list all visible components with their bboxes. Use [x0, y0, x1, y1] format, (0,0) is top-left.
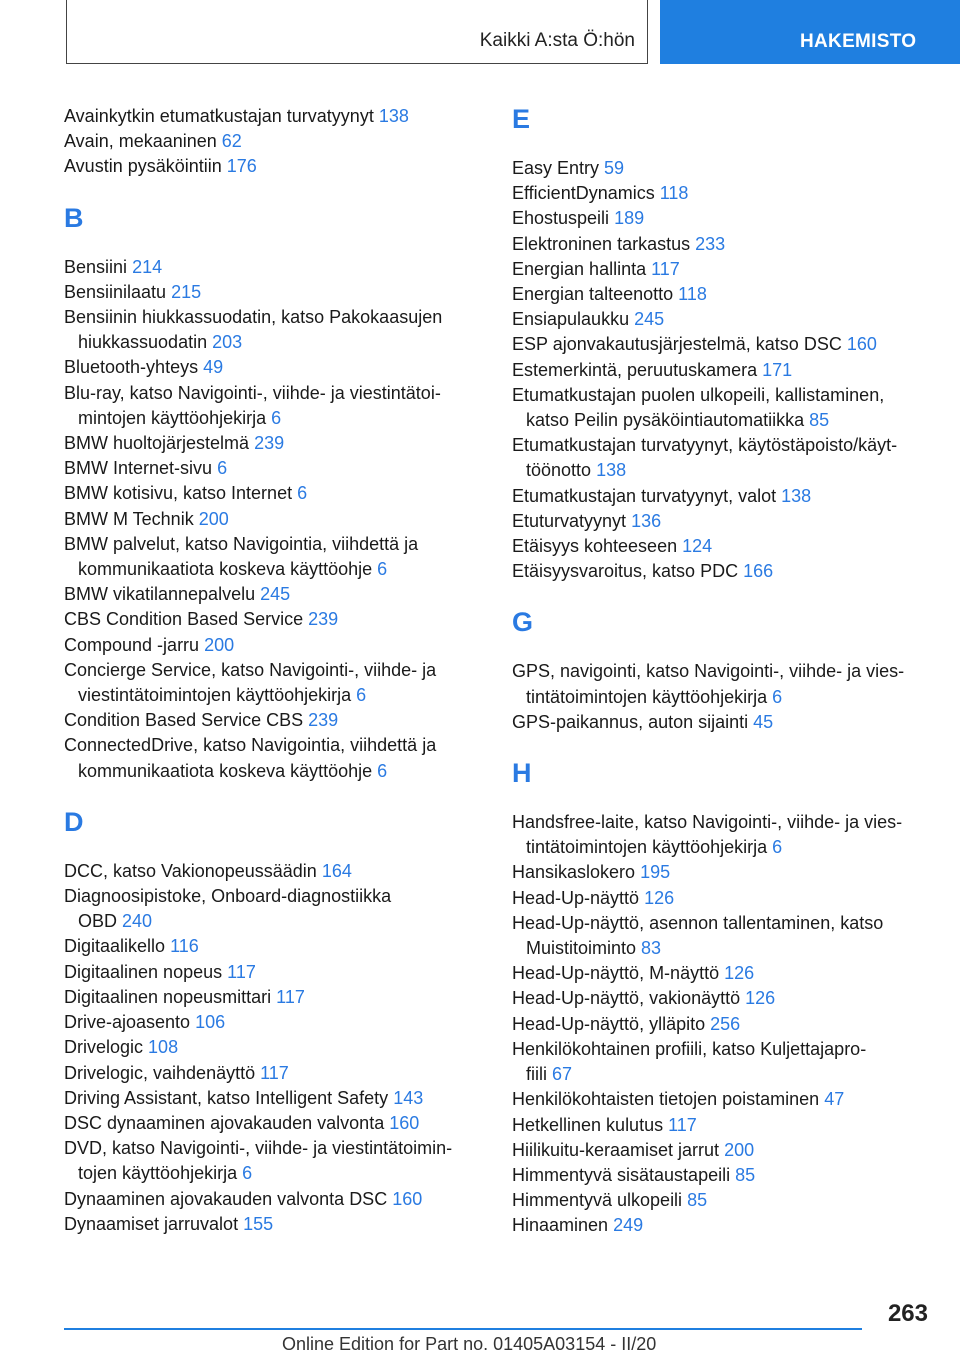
index-page-link[interactable]: 239	[254, 433, 285, 454]
index-entry-text: BMW kotisivu, katso Internet	[64, 483, 293, 504]
index-letter-heading: D	[64, 806, 84, 837]
index-page-link[interactable]: 45	[753, 711, 774, 732]
header-section-tab[interactable]	[66, 0, 648, 64]
index-entry	[64, 255, 484, 280]
index-entry-text: Avain, mekaaninen	[64, 131, 217, 152]
index-entry-text: Henkilökohtaisten tietojen poistaminen	[512, 1089, 820, 1110]
index-page-link[interactable]: 126	[745, 988, 776, 1009]
index-entry-text: GPS, navigointi, katso Navigointi-, viihde- ja vies-	[512, 661, 905, 682]
index-page-link[interactable]: 160	[392, 1188, 423, 1209]
index-page-link[interactable]: 117	[651, 258, 680, 279]
index-entry-continuation: kommunikaatiota koskeva käyttöohje	[78, 760, 373, 781]
index-entry	[512, 358, 932, 383]
index-entry-text: DSC dynaaminen ajovakauden valvonta	[64, 1112, 385, 1133]
index-page-link[interactable]: 118	[659, 183, 689, 204]
index-letter-heading: G	[512, 607, 534, 638]
index-entry-text: Drivelogic	[64, 1037, 144, 1058]
index-entry	[64, 1010, 484, 1035]
index-entry-text: DVD, katso Navigointi-, viihde- ja viestintätoimin-	[64, 1138, 453, 1159]
index-page-link[interactable]: 117	[227, 961, 256, 982]
index-entry-text: BMW huoltojärjestelmä	[64, 433, 250, 454]
footer-divider	[64, 1328, 862, 1330]
index-entry-text: DCC, katso Vakionopeussäädin	[64, 860, 317, 881]
index-entry-text: Head-Up-näyttö, vakionäyttö	[512, 988, 741, 1009]
index-entry	[512, 710, 932, 735]
index-entry-text: Avustin pysäköintiin	[64, 156, 222, 177]
index-page-link[interactable]: 136	[631, 510, 662, 531]
index-entry-text: Henkilökohtainen profiili, katso Kuljettajapro-	[512, 1038, 867, 1059]
index-page-link[interactable]: 6	[772, 686, 783, 707]
index-entry	[64, 154, 484, 179]
index-entry	[64, 733, 484, 783]
index-page-link[interactable]: 195	[640, 862, 671, 883]
index-entry-continuation: tojen käyttöohjekirja	[78, 1163, 238, 1184]
index-page-link[interactable]: 124	[682, 536, 713, 557]
index-entry-text: Head-Up-näyttö, M-näyttö	[512, 963, 720, 984]
index-entry-text: Etäisyysvaroitus, katso PDC	[512, 561, 739, 582]
index-page-link[interactable]: 106	[195, 1012, 226, 1033]
header-index-tab[interactable]	[660, 0, 960, 64]
index-entry	[64, 532, 484, 582]
index-entry	[512, 911, 932, 961]
index-entry-text: Bensiinilaatu	[64, 281, 167, 302]
index-entry-text: BMW Internet-sivu	[64, 458, 213, 479]
index-entry-text: Blu-ray, katso Navigointi-, viihde- ja viestintätoi-	[64, 382, 441, 403]
index-page-link[interactable]: 249	[613, 1215, 644, 1236]
index-page-link[interactable]: 245	[634, 309, 665, 330]
header-index-label: HAKEMISTO	[800, 31, 917, 52]
index-entry-text: GPS-paikannus, auton sijainti	[512, 711, 749, 732]
index-page-link[interactable]: 171	[762, 359, 793, 380]
index-entry-continuation: mintojen käyttöohjekirja	[78, 407, 267, 428]
index-page-link[interactable]: 189	[614, 208, 645, 229]
index-entry-text: ESP ajonvakautusjärjestelmä, katso DSC	[512, 334, 842, 355]
index-entry-text: Etumatkustajan puolen ulkopeili, kallistaminen,	[512, 384, 885, 405]
index-entry	[64, 481, 484, 506]
index-entry	[512, 1012, 932, 1037]
index-page-link[interactable]: 62	[221, 131, 242, 152]
index-page-link[interactable]: 214	[132, 256, 163, 277]
index-page-link[interactable]: 138	[596, 460, 627, 481]
index-entry-text: Elektroninen tarkastus	[512, 233, 691, 254]
index-entry-continuation: viestintätoimintojen käyttöohjekirja	[78, 685, 352, 706]
index-page-link[interactable]: 164	[321, 860, 352, 881]
index-page-link[interactable]: 59	[604, 158, 625, 178]
index-entry	[64, 708, 484, 733]
index-entry	[512, 1188, 932, 1213]
index-entry	[64, 1212, 484, 1237]
index-entry-text: Head-Up-näyttö	[512, 887, 640, 908]
footer-edition-text: Online Edition for Part no. 01405A03154 - II/20	[282, 1334, 657, 1354]
index-entry	[512, 332, 932, 357]
index-page-link[interactable]: 67	[552, 1064, 573, 1085]
index-entry-text: Head-Up-näyttö, ylläpito	[512, 1013, 706, 1034]
index-entry-text: Himmentyvä sisätaustapeili	[512, 1164, 731, 1185]
index-entry	[64, 129, 484, 154]
index-entry-text: Dynaamiset jarruvalot	[64, 1213, 239, 1234]
index-page-link[interactable]: 233	[695, 233, 726, 254]
index-entry	[512, 534, 932, 559]
index-entry	[64, 884, 484, 934]
index-page-link[interactable]: 6	[271, 407, 282, 428]
index-entry-text: Drive-ajoasento	[64, 1012, 191, 1033]
index-page-link[interactable]: 108	[148, 1037, 179, 1058]
index-page-link[interactable]: 138	[781, 485, 812, 506]
index-entry	[64, 431, 484, 456]
index-page-link[interactable]: 160	[389, 1112, 420, 1133]
index-entry-text: Ehostuspeili	[512, 208, 610, 229]
index-entry-text: Condition Based Service CBS	[64, 710, 304, 731]
index-entry-text: Easy Entry	[512, 158, 600, 178]
index-page-link[interactable]: 126	[724, 963, 755, 984]
index-entry-text: BMW vikatilannepalvelu	[64, 584, 256, 605]
index-entry-text: Concierge Service, katso Navigointi-, viihde- ja	[64, 659, 437, 680]
index-entry-continuation: OBD	[78, 911, 118, 932]
index-entry	[64, 355, 484, 380]
index-entry-text: Energian talteenotto	[512, 284, 674, 305]
index-page-link[interactable]: 85	[687, 1190, 708, 1211]
index-entry-text: BMW M Technik	[64, 508, 194, 529]
index-page-link[interactable]: 49	[203, 357, 224, 378]
index-entry	[64, 1136, 484, 1186]
index-entry-text: Bensiinin hiukkassuodatin, katso Pakokaasujen	[64, 307, 443, 328]
index-page-link[interactable]: 117	[668, 1114, 697, 1135]
index-page-link[interactable]: 6	[377, 760, 388, 781]
index-entry	[64, 607, 484, 632]
index-entry	[64, 1061, 484, 1086]
index-page-link[interactable]: 6	[242, 1163, 253, 1184]
index-page-link[interactable]: 117	[276, 986, 305, 1007]
index-entry-text: Hiilikuitu-keraamiset jarrut	[512, 1139, 720, 1160]
index-entry	[512, 1213, 932, 1238]
index-entry-text: Hinaaminen	[512, 1215, 609, 1236]
index-entry	[64, 1111, 484, 1136]
index-entry	[512, 1138, 932, 1163]
index-letter-heading: H	[512, 758, 532, 789]
index-page-link[interactable]: 83	[641, 938, 662, 959]
page-number: 263	[887, 1300, 928, 1327]
index-entry-text: Digitaalinen nopeus	[64, 961, 223, 982]
index-entry	[512, 206, 932, 231]
index-entry	[512, 961, 932, 986]
index-entry	[512, 559, 932, 584]
index-entry	[64, 1035, 484, 1060]
index-page-link[interactable]: 6	[772, 837, 783, 858]
index-page-link[interactable]: 200	[204, 634, 235, 655]
index-entry-text: Hansikaslokero	[512, 862, 636, 883]
index-entry	[512, 1037, 932, 1087]
index-page-link[interactable]: 239	[308, 609, 339, 630]
index-entry-continuation: tintätoimintojen käyttöohjekirja	[526, 686, 768, 707]
index-page-link[interactable]: 240	[122, 911, 153, 932]
index-page-link[interactable]: 200	[724, 1139, 755, 1160]
index-entry-text: Etäisyys kohteeseen	[512, 536, 678, 557]
index-entry	[512, 484, 932, 509]
index-entry-continuation: katso Peilin pysäköintiautomatiikka	[526, 410, 805, 431]
index-entry-text: Driving Assistant, katso Intelligent Safety	[64, 1087, 389, 1108]
index-letter-heading: B	[64, 202, 84, 233]
index-page-link[interactable]: 85	[809, 410, 830, 431]
index-entry-continuation: hiukkassuodatin	[78, 332, 208, 353]
index-page-link[interactable]: 126	[644, 887, 675, 908]
index-entry	[64, 859, 484, 884]
index-page-link[interactable]: 256	[710, 1013, 741, 1034]
index-entry-text: EfficientDynamics	[512, 183, 655, 204]
index-entry	[512, 257, 932, 282]
index-entry	[512, 156, 932, 181]
index-entry	[64, 305, 484, 355]
index-page-link[interactable]: 6	[297, 483, 308, 504]
index-entry	[64, 1187, 484, 1212]
index-entry	[512, 181, 932, 206]
index-entry-continuation: kommunikaatiota koskeva käyttöohje	[78, 559, 373, 580]
index-entry	[64, 633, 484, 658]
index-page-link[interactable]: 200	[198, 508, 229, 529]
index-entry	[512, 282, 932, 307]
index-entry-text: ConnectedDrive, katso Navigointia, viihdettä ja	[64, 735, 437, 756]
index-page-link[interactable]: 160	[846, 334, 877, 355]
index-entry-text: Ensiapulaukku	[512, 309, 630, 330]
index-entry	[512, 307, 932, 332]
index-entry-text: Bluetooth-yhteys	[64, 357, 199, 378]
index-entry	[64, 456, 484, 481]
index-entry-text: Head-Up-näyttö, asennon tallentaminen, katso	[512, 912, 884, 933]
index-entry	[64, 507, 484, 532]
index-entry	[512, 433, 932, 483]
index-page-link[interactable]: 138	[378, 106, 409, 126]
index-page-link[interactable]: 47	[824, 1089, 845, 1110]
index-page-link[interactable]: 85	[735, 1164, 756, 1185]
index-entry	[512, 1163, 932, 1188]
index-entry	[512, 1087, 932, 1112]
index-entry-text: Digitaalinen nopeusmittari	[64, 986, 272, 1007]
index-entry-continuation: Muistitoiminto	[526, 938, 637, 959]
index-page-link[interactable]: 166	[743, 561, 774, 582]
index-page-link[interactable]: 143	[393, 1087, 424, 1108]
index-entry-text: Diagnoosipistoke, Onboard-diagnostiikka	[64, 886, 392, 907]
index-entry	[512, 659, 932, 709]
index-entry-text: Bensiini	[64, 256, 128, 277]
index-entry	[512, 1113, 932, 1138]
index-entry-continuation: fiili	[526, 1064, 547, 1085]
index-page-link[interactable]: 118	[678, 284, 707, 305]
index-entry-text: Etumatkustajan turvatyynyt, valot	[512, 485, 777, 506]
index-entry-text: Dynaaminen ajovakauden valvonta DSC	[64, 1188, 388, 1209]
index-entry	[64, 1086, 484, 1111]
index-entry	[512, 986, 932, 1011]
index-page-link[interactable]: 155	[243, 1213, 274, 1234]
index-entry-text: Etuturvatyynyt	[512, 510, 627, 531]
index-page-link[interactable]: 215	[171, 281, 202, 302]
index-entry	[512, 232, 932, 257]
index-entry-text: Avainkytkin etumatkustajan turvatyynyt	[64, 106, 374, 126]
index-page-link[interactable]: 6	[356, 685, 367, 706]
index-entry-text: Handsfree-laite, katso Navigointi-, viihde- ja vies-	[512, 812, 903, 833]
index-column-left	[64, 104, 484, 1237]
index-page-link[interactable]: 176	[226, 156, 257, 177]
index-entry	[512, 383, 932, 433]
index-page-link[interactable]: 239	[308, 710, 339, 731]
index-entry	[64, 104, 484, 129]
index-entry-text: Energian hallinta	[512, 258, 647, 279]
index-entry-continuation: töönotto	[526, 460, 592, 481]
index-page-link[interactable]: 117	[260, 1062, 289, 1083]
index-column-right	[512, 104, 932, 1239]
index-entry	[64, 582, 484, 607]
index-letter-heading: E	[512, 104, 531, 134]
index-page-link[interactable]: 203	[212, 332, 243, 353]
index-page-link[interactable]: 116	[170, 936, 199, 957]
index-entry-text: Hetkellinen kulutus	[512, 1114, 664, 1135]
index-entry-text: Himmentyvä ulkopeili	[512, 1190, 683, 1211]
index-entry-text: Etumatkustajan turvatyynyt, käytöstäpoisto/käyt-	[512, 435, 898, 456]
index-entry-text: BMW palvelut, katso Navigointia, viihdettä ja	[64, 533, 419, 554]
index-entry-text: Compound -jarru	[64, 634, 200, 655]
header-section-label: Kaikki A:sta Ö:hön	[479, 30, 635, 51]
index-entry-continuation: tintätoimintojen käyttöohjekirja	[526, 837, 768, 858]
index-entry	[64, 381, 484, 431]
index-entry	[512, 886, 932, 911]
index-entry	[64, 985, 484, 1010]
index-entry	[512, 509, 932, 534]
index-entry-text: Estemerkintä, peruutuskamera	[512, 359, 758, 380]
index-entry-text: Digitaalikello	[64, 936, 166, 957]
index-entry-text: Drivelogic, vaihdenäyttö	[64, 1062, 256, 1083]
index-entry	[64, 934, 484, 959]
index-entry	[512, 860, 932, 885]
index-entry-text: CBS Condition Based Service	[64, 609, 304, 630]
index-page-link[interactable]: 6	[217, 458, 228, 479]
index-entry	[512, 810, 932, 860]
index-entry	[64, 658, 484, 708]
index-entry	[64, 280, 484, 305]
index-page-link[interactable]: 245	[260, 584, 291, 605]
index-entry	[64, 960, 484, 985]
index-page-link[interactable]: 6	[377, 559, 388, 580]
